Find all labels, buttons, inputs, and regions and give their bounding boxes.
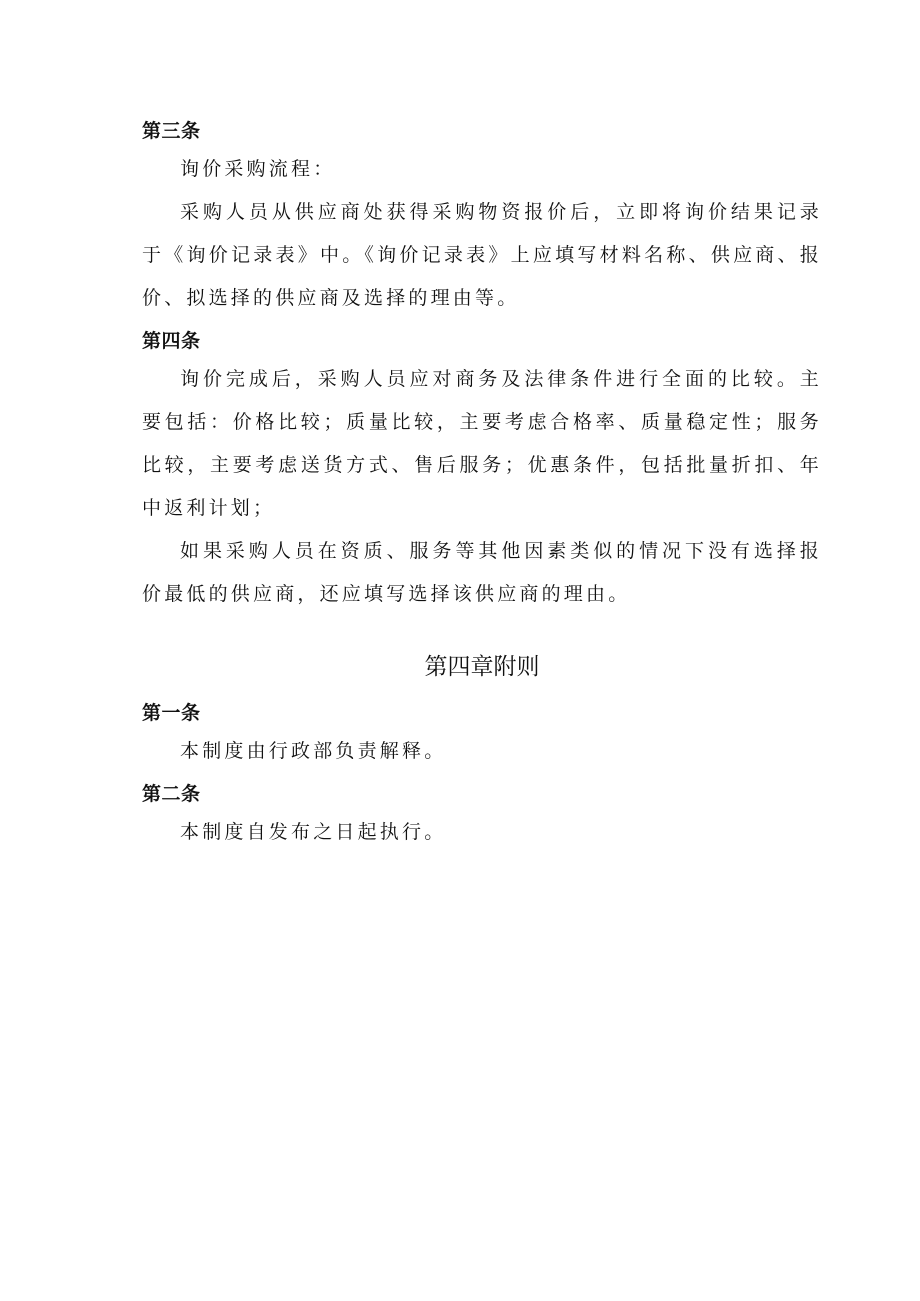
article-4-paragraph-2: 如果采购人员在资质、服务等其他因素类似的情况下没有选择报价最低的供应商，还应填写选择该供应商的理由。 <box>142 540 822 605</box>
article-4-paragraph-1: 询价完成后，采购人员应对商务及法律条件进行全面的比较。主要包括：价格比较；质量比较，主要考虑合格率、质量稳定性；服务比较，主要考虑送货方式、售后服务；优惠条件，包括批量折扣、年中返利计划； <box>142 368 822 519</box>
chapter-4-article-1-heading: 第一条 <box>142 702 201 724</box>
chapter-4-article-2-heading: 第二条 <box>142 783 201 805</box>
article-3-heading: 第三条 <box>142 120 201 142</box>
article-3-paragraph-2: 采购人员从供应商处获得采购物资报价后，立即将询价结果记录于《询价记录表》中。《询价记录表》上应填写材料名称、供应商、报价、拟选择的供应商及选择的理由等。 <box>142 201 822 309</box>
article-3-paragraph-1: 询价采购流程： <box>180 158 336 180</box>
chapter-4-article-1-paragraph: 本制度由行政部负责解释。 <box>180 740 447 762</box>
chapter-4-article-2-paragraph: 本制度自发布之日起执行。 <box>180 821 447 843</box>
article-4-heading: 第四条 <box>142 330 201 352</box>
document-body <box>142 114 822 854</box>
chapter-4-title: 第四章附则 <box>424 654 540 680</box>
